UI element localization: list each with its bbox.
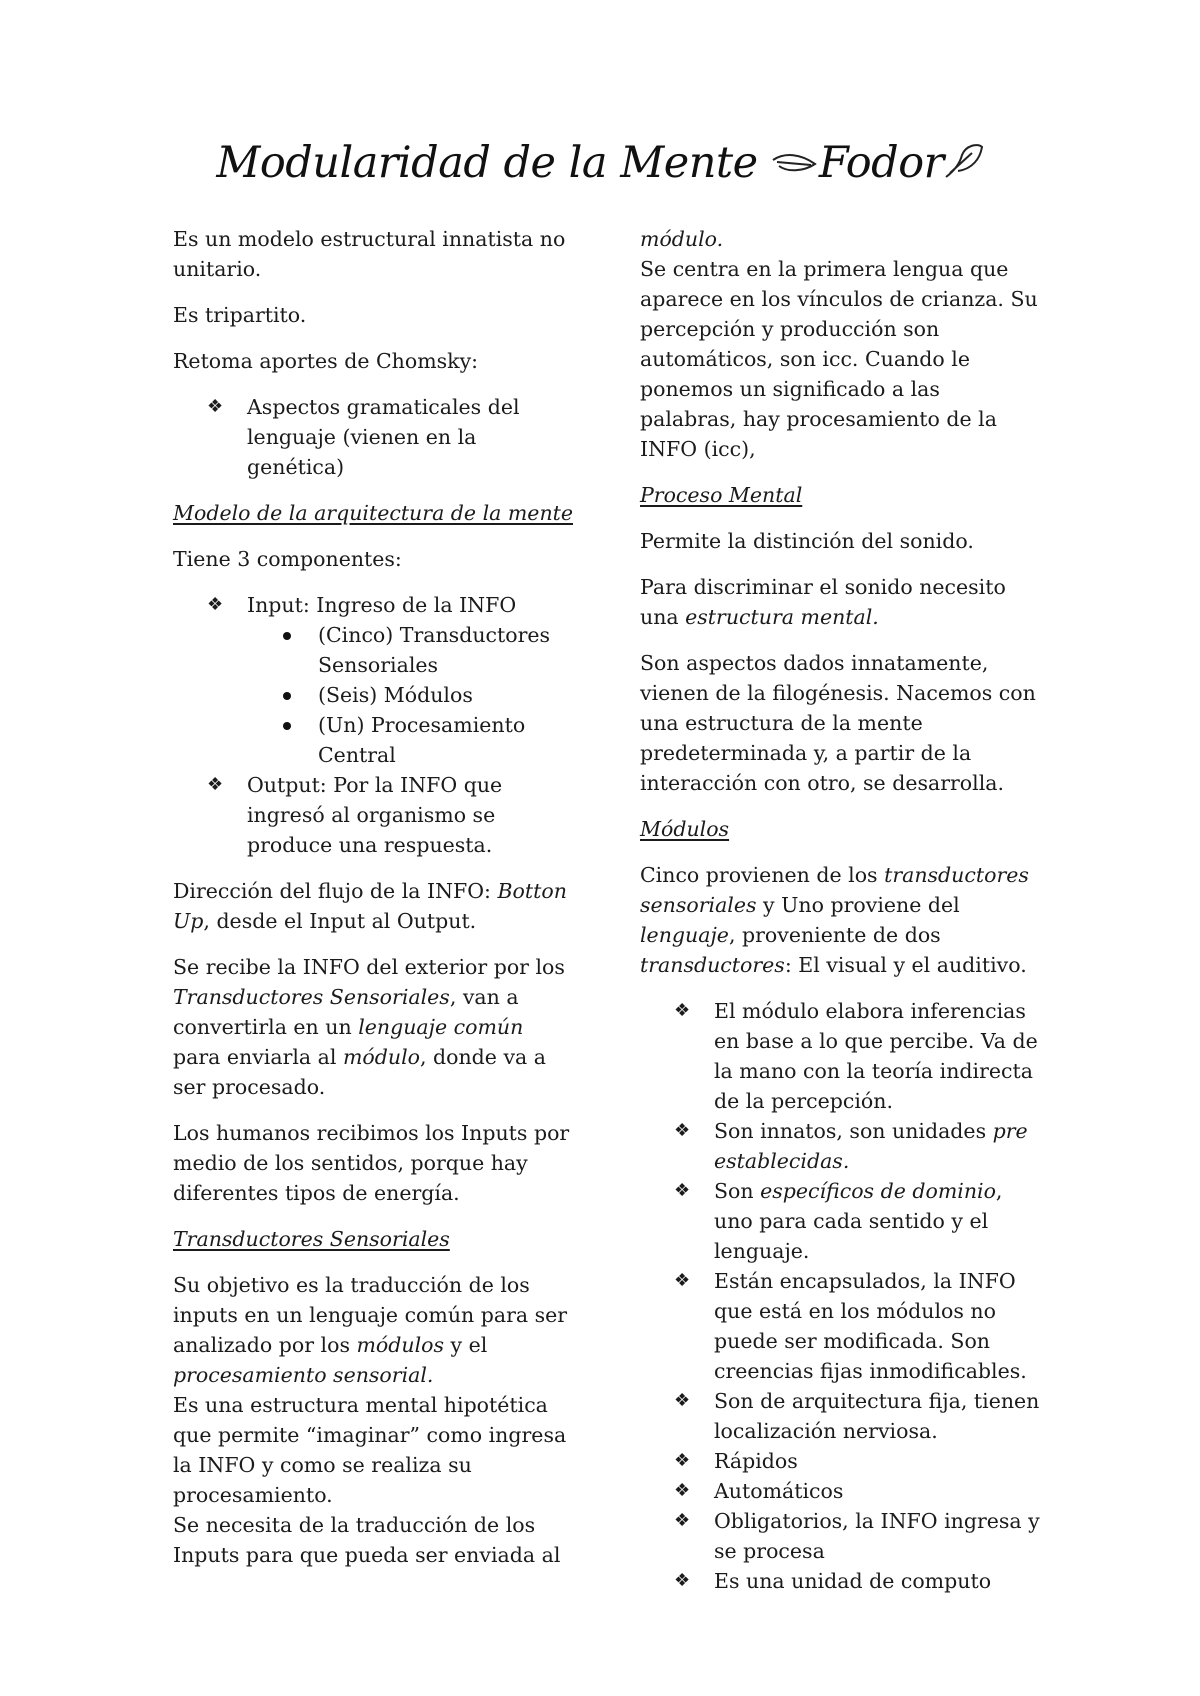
paragraph: Es una estructura mental hipotética que permite “imaginar” como ingresa la INFO y como se realiza su procesamiento.: [173, 1393, 567, 1507]
list-item: ❖ Son de arquitectura fija, tienen localización nerviosa.: [640, 1386, 1040, 1446]
diamond-bullet-icon: ❖: [674, 1390, 691, 1411]
leaf-icon: [944, 141, 984, 192]
list-item: ❖ Es una unidad de computo: [640, 1566, 1040, 1596]
diamond-bullet-icon: ❖: [674, 1270, 691, 1291]
list-item: ❖ Son innatos, son unidades pre establecidas.: [640, 1116, 1040, 1176]
diamond-bullet-icon: ❖: [674, 1120, 691, 1141]
list-item: ❖ Obligatorios, la INFO ingresa y se procesa: [640, 1506, 1040, 1566]
list-item: ❖ Automáticos: [640, 1476, 1040, 1506]
list-item: ❖ Son específicos de dominio, uno para cada sentido y el lenguaje.: [640, 1176, 1040, 1266]
list-item: ❖ Output: Por la INFO que ingresó al organismo se produce una respuesta.: [173, 770, 573, 860]
paragraph: Se necesita de la traducción de los Inputs para que pueda ser enviada al: [173, 1513, 561, 1567]
left-column: [173, 224, 573, 1570]
section-heading-modulos: Módulos: [640, 817, 730, 841]
diamond-bullet-icon: ❖: [674, 1570, 691, 1591]
paragraph: Tiene 3 componentes:: [173, 547, 402, 571]
paragraph: Para discriminar el sonido necesito una estructura mental.: [640, 575, 1006, 629]
diamond-bullet-icon: ❖: [207, 774, 224, 795]
leaf-icon: [771, 141, 819, 191]
sub-list-item: (Cinco) Transductores Sensoriales: [173, 620, 573, 680]
chomsky-list: [173, 392, 573, 482]
diamond-bullet-icon: ❖: [674, 1000, 691, 1021]
components-list: [173, 590, 573, 860]
diamond-bullet-icon: ❖: [674, 1510, 691, 1531]
section-heading-proceso: Proceso Mental: [640, 483, 803, 507]
title-author: Fodor: [818, 138, 944, 188]
paragraph: Retoma aportes de Chomsky:: [173, 349, 479, 373]
paragraph: módulo.: [640, 227, 724, 251]
list-item: ❖ Rápidos: [640, 1446, 1040, 1476]
section-heading-transductores: Transductores Sensoriales: [173, 1227, 450, 1251]
diamond-bullet-icon: ❖: [674, 1480, 691, 1501]
paragraph: Los humanos recibimos los Inputs por medio de los sentidos, porque hay diferentes tipos de energía.: [173, 1121, 570, 1205]
paragraph: Es tripartito.: [173, 303, 307, 327]
paragraph: Se centra en la primera lengua que aparece en los vínculos de crianza. Su percepción y producción son automáticos, son icc. Cuando le ponemos un significado a las palabras, hay procesamiento de la INFO (icc),: [640, 257, 1038, 461]
list-item: ❖ El módulo elabora inferencias en base a lo que percibe. Va de la mano con la teoría indirecta de la percepción.: [640, 996, 1040, 1116]
paragraph: Es un modelo estructural innatista no unitario.: [173, 227, 566, 281]
sub-list-item: (Seis) Módulos: [173, 680, 573, 710]
page-title: [0, 138, 1200, 192]
section-heading-modelo: Modelo de la arquitectura de la mente: [173, 501, 574, 525]
list-item: ❖ Aspectos gramaticales del lenguaje (vienen en la genética): [173, 392, 573, 482]
paragraph: Se recibe la INFO del exterior por los Transductores Sensoriales, van a convertirla en un lenguaje común para enviarla al módulo, donde va a ser procesado.: [173, 955, 565, 1099]
list-item: ❖ Input: Ingreso de la INFO: [173, 590, 573, 620]
diamond-bullet-icon: ❖: [674, 1450, 691, 1471]
paragraph: Su objetivo es la traducción de los inputs en un lenguaje común para ser analizado por los módulos y el procesamiento sensorial.: [173, 1273, 568, 1387]
paragraph: Permite la distinción del sonido.: [640, 529, 974, 553]
diamond-bullet-icon: ❖: [207, 396, 224, 417]
list-item: ❖ Están encapsulados, la INFO que está en los módulos no puede ser modificada. Son creencias fijas inmodificables.: [640, 1266, 1040, 1386]
diamond-bullet-icon: ❖: [207, 594, 224, 615]
title-text: Modularidad de la Mente: [216, 138, 758, 188]
modules-list: [640, 996, 1040, 1596]
paragraph: Dirección del flujo de la INFO: Botton Up, desde el Input al Output.: [173, 879, 567, 933]
sub-list-item: (Un) Procesamiento Central: [173, 710, 573, 770]
paragraph: Cinco provienen de los transductores sensoriales y Uno proviene del lenguaje, proveniente de dos transductores: El visual y el auditivo.: [640, 863, 1029, 977]
paragraph: Son aspectos dados innatamente, vienen de la filogénesis. Nacemos con una estructura de la mente predeterminada y, a partir de la interacción con otro, se desarrolla.: [640, 651, 1036, 795]
diamond-bullet-icon: ❖: [674, 1180, 691, 1201]
right-column: [640, 224, 1040, 1612]
